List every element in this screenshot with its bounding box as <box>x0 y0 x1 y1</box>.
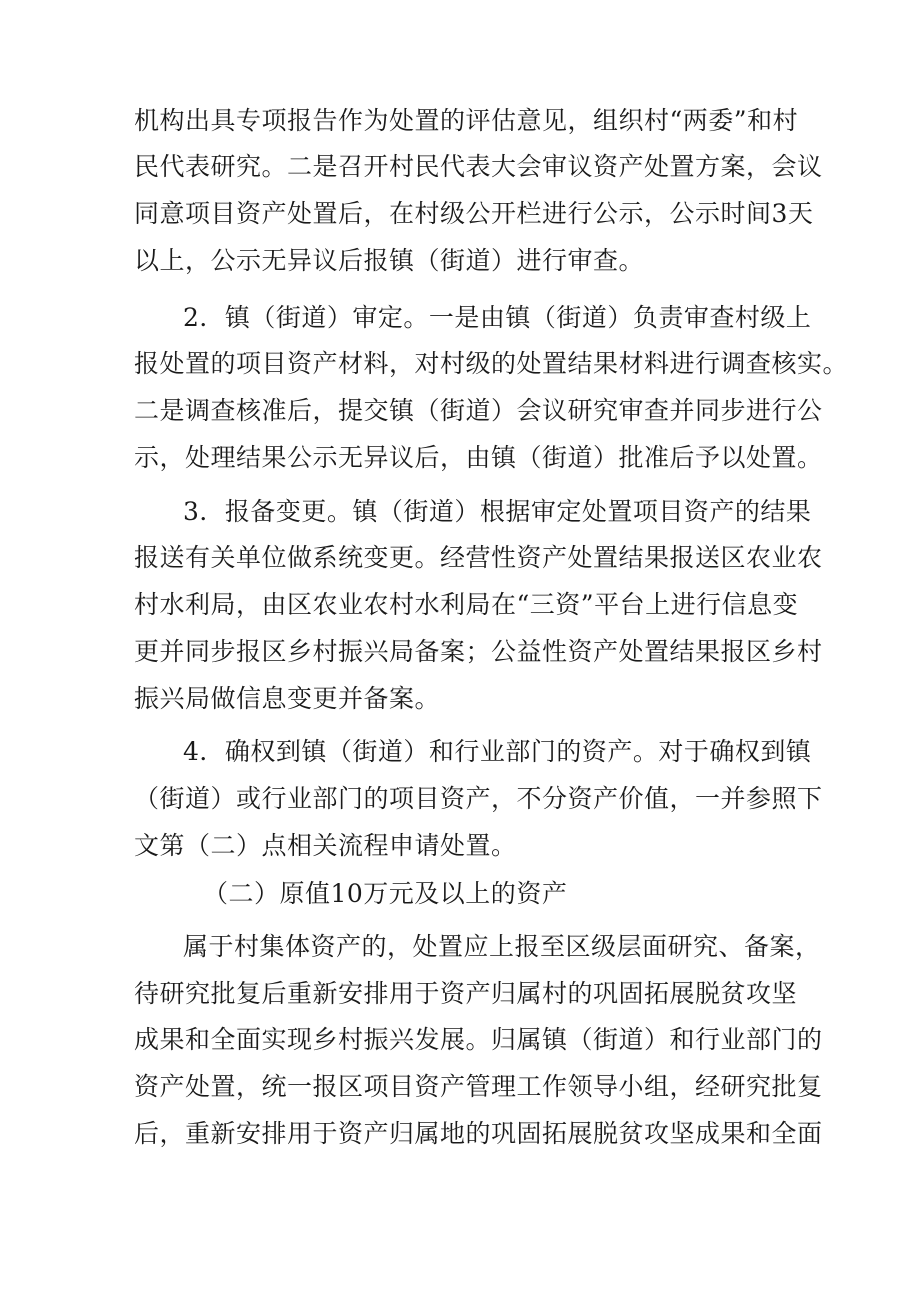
body-text-line: 报送有关单位做系统变更。经营性资产处置结果报送区农业农 <box>134 543 823 572</box>
body-text-line: 村水利局，由区农业农村水利局在“三资”平台上进行信息变 <box>134 590 799 619</box>
body-text-line: 报处置的项目资产材料，对村级的处置结果材料进行调查核实。 <box>134 349 849 378</box>
body-text-line: 二是调查核准后，提交镇（街道）会议研究审查并同步进行公 <box>134 396 823 425</box>
body-text-line: 示，处理结果公示无异议后，由镇（街道）批准后予以处置。 <box>134 443 823 472</box>
body-text-line: 以上，公示无异议后报镇（街道）进行审查。 <box>134 246 645 275</box>
body-text-line: 资产处置，统一报区项目资产管理工作领导小组，经研究批复 <box>134 1072 823 1101</box>
paragraph-first-line: 属于村集体资产的，处置应上报至区级层面研究、备案， <box>183 932 821 961</box>
body-text-line: 同意项目资产处置后，在村级公开栏进行公示，公示时间3天 <box>134 199 814 228</box>
body-text-line: 文第（二）点相关流程申请处置。 <box>134 831 517 860</box>
paragraph-first-line: 4．确权到镇（街道）和行业部门的资产。对于确权到镇 <box>183 737 812 766</box>
body-text-line: 机构出具专项报告作为处置的评估意见，组织村“两委”和村 <box>134 106 799 135</box>
body-text-line: 民代表研究。二是召开村民代表大会审议资产处置方案，会议 <box>134 152 823 181</box>
body-text-line: 振兴局做信息变更并备案。 <box>134 684 441 713</box>
body-text-line: 更并同步报区乡村振兴局备案；公益性资产处置结果报区乡村 <box>134 637 823 666</box>
body-text-line: 后，重新安排用于资产归属地的巩固拓展脱贫攻坚成果和全面 <box>134 1119 823 1148</box>
body-text-line: 成果和全面实现乡村振兴发展。归属镇（街道）和行业部门的 <box>134 1025 823 1054</box>
section-heading: （二）原值10万元及以上的资产 <box>203 879 568 908</box>
body-text-line: （街道）或行业部门的项目资产，不分资产价值，一并参照下 <box>134 784 823 813</box>
body-text-line: 待研究批复后重新安排用于资产归属村的巩固拓展脱贫攻坚 <box>134 979 798 1008</box>
paragraph-first-line: 3．报备变更。镇（街道）根据审定处置项目资产的结果 <box>183 497 812 526</box>
paragraph-first-line: 2．镇（街道）审定。一是由镇（街道）负责审查村级上 <box>183 303 812 332</box>
